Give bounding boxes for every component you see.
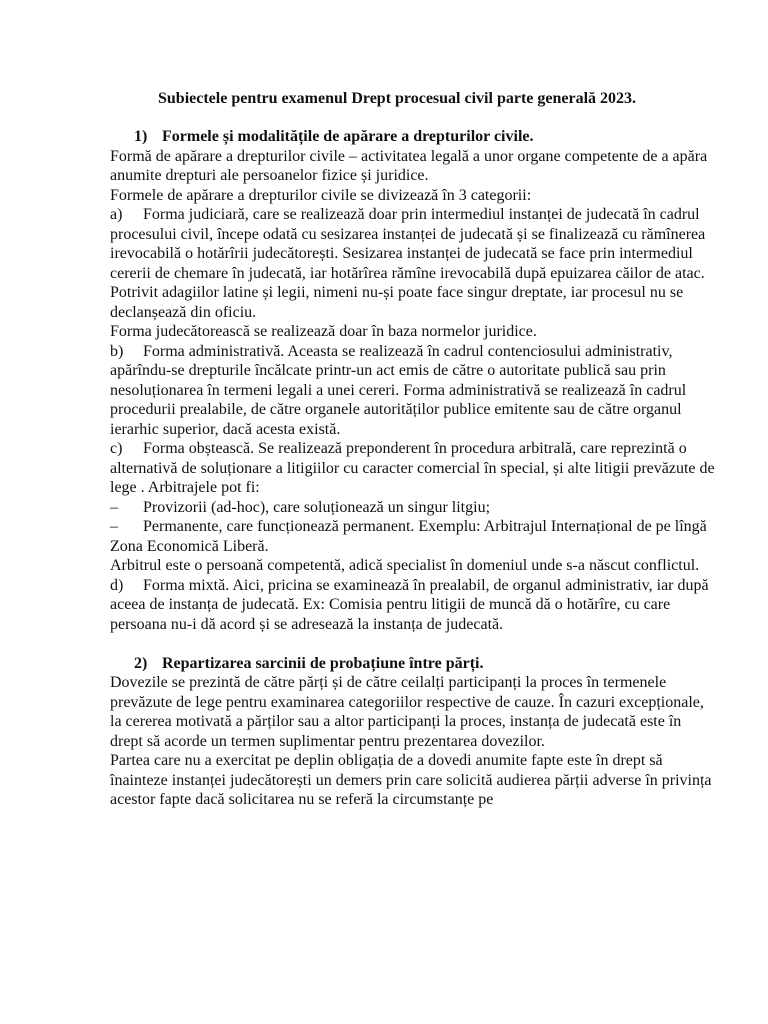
list-item-b	[110, 342, 718, 440]
section-1-a-extra: Forma judecătorească se realizează doar în baza normelor juridice.	[110, 323, 537, 340]
list-text-c: Forma obștească. Se realizează preponderent în procedura arbitrală, care reprezintă o alternativă de soluționare a litigiilor cu caracter comercial în special, și alte litigii prevăzute de lege . Arbitrajele pot fi:	[110, 440, 715, 496]
list-text-b: Forma administrativă. Aceasta se realizează în cadrul contenciosului administrativ, apărîndu-se drepturile încălcate printr-un act emis de către o autoritate publică sau prin nesoluționarea în termeni legali a unei cereri. Forma administrativă se realizează în cadrul procedurii prealabile, de către organele autorităților publice emitente sau de către organul ierarhic superior, dacă acesta există.	[110, 342, 687, 438]
list-marker-d: d)	[110, 576, 124, 594]
document-title: Subiectele pentru examenul Drept procesual civil parte generală 2023.	[158, 90, 637, 107]
section-spacer	[110, 634, 718, 654]
list-marker-c: c)	[110, 440, 123, 457]
section-1-number: 1)	[134, 128, 148, 145]
list-text-d: Forma mixtă. Aici, pricina se examinează în prealabil, de organul administrativ, iar după aceea de instanța de judecată. Ex: Comisia pentru litigii de muncă dă o hotărîre, cu care persoana nu-i dă acord și se adresează la instanța de judecată.	[110, 576, 709, 633]
list-marker-b: b)	[110, 342, 124, 360]
list-item-c	[110, 439, 718, 498]
list-item-d	[110, 576, 718, 635]
dash-marker-2: –	[110, 518, 118, 535]
section-1-heading	[110, 127, 718, 147]
section-1-categories: Formele de apărare a drepturilor civile se divizează în 3 categorii:	[110, 186, 532, 204]
dash-item-2	[110, 517, 718, 556]
section-2-heading	[110, 654, 718, 674]
list-marker-a: a)	[110, 206, 123, 223]
dash-text-1: Provizorii (ad-hoc), care soluționează un singur litgiu;	[143, 498, 491, 516]
dash-item-1	[110, 498, 718, 518]
section-1-intro: Formă de apărare a drepturilor civile – activitatea legală a unor organe competente de a apăra anumite drepturi ale persoanelor fizice și juridice.	[110, 147, 708, 184]
section-1-arbiter: Arbitrul este o persoană competentă, adică specialist în domeniul unde s-a născut conflictul.	[110, 557, 700, 574]
list-text-a: Forma judiciară, care se realizează doar prin intermediul instanței de judecată în cadrul procesului civil, începe odată cu sesizarea instanței de judecată și se finalizează cu rămînerea irevocabilă o hotărîrii judecătorești. Sesizarea instanței de judecată se face prin intermediul cererii de chemare în judecată, iar hotărîrea rămîne irevocabilă după epuizarea căilor de atac. Potrivit adagiilor latine și legii, nimeni nu-și poate face singur dreptate, iar procesul nu se declanșează din oficiu.	[110, 206, 706, 321]
dash-text-2: Permanente, care funcționează permanent. Exemplu: Arbitrajul Internațional de pe lîngă Zona Economică Liberă.	[110, 518, 707, 555]
section-2-para-2: Partea care nu a exercitat pe deplin obligația de a dovedi anumite fapte este în drept să înainteze instanței judecătorești un demers prin care solicită audierea părții adverse în privința acestor fapte dacă solicitarea nu se referă la circumstanțe pe	[110, 752, 712, 808]
section-2-heading-text: Repartizarea sarcinii de probațiune între părți.	[162, 654, 484, 672]
section-2-number: 2)	[134, 654, 148, 672]
section-1-heading-text: Formele și modalitățile de apărare a drepturilor civile.	[162, 128, 534, 145]
list-item-a	[110, 205, 718, 322]
document-body	[110, 127, 718, 810]
section-2-para-1: Dovezile se prezintă de către părți și de către ceilalți participanți la proces în termenele prevăzute de lege pentru examinarea categoriilor respective de cauze. În cazuri excepționale, la cererea motivată a părților sau a altor participanți la proces, instanța de judecată este în drept să acorde un termen suplimentar pentru prezentarea dovezilor.	[110, 674, 704, 750]
dash-marker-1: –	[110, 498, 118, 516]
